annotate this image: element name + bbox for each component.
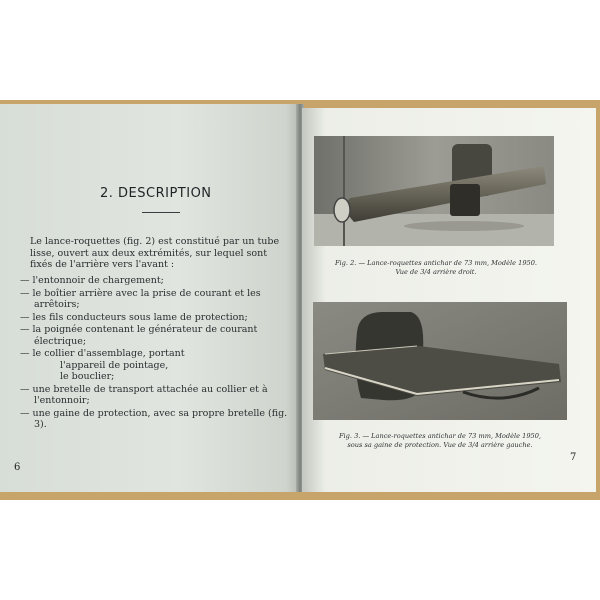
page-number-right: 7 — [570, 452, 577, 463]
rocket-launcher-illustration — [314, 136, 554, 246]
launcher-in-cover-illustration — [313, 302, 567, 420]
list-item: — une gaine de protection, avec sa propre bretelle (fig. 3). — [20, 407, 288, 430]
page-number-left: 6 — [14, 462, 21, 473]
intro-paragraph: Le lance-roquettes (fig. 2) est constitué par un tube lisse, ouvert aux deux extrémités, sur lequel sont fixés de l'arrière vers l'avant : — [30, 236, 280, 270]
list-item — [20, 348, 290, 383]
heading-underline — [142, 212, 180, 213]
figure-3-caption-line2: sous sa gaine de protection. Vue de 3/4 arrière gauche. — [347, 441, 533, 449]
list-subitem: le bouclier; — [60, 371, 115, 382]
list-item: — une bretelle de transport attachée au collier et à l'entonnoir; — [20, 383, 268, 406]
section-heading: 2. DESCRIPTION — [100, 186, 212, 201]
component-list — [20, 275, 290, 432]
list-item: — les fils conducteurs sous lame de protection; — [20, 311, 248, 323]
figure-3-caption-line1: Fig. 3. — Lance-roquettes antichar de 73 mm, Modèle 1950, — [338, 432, 541, 440]
list-subitem: l'appareil de pointage, — [60, 359, 169, 371]
figure-2-photo — [314, 136, 554, 246]
figure-2-caption-line2: Vue de 3/4 arrière droit. — [395, 268, 477, 276]
list-item-text: — le collier d'assemblage, portant — [20, 348, 185, 359]
figure-2-caption-line1: Fig. 2. — Lance-roquettes antichar de 73 mm, Modèle 1950. — [334, 259, 537, 267]
list-item: — le boîtier arrière avec la prise de courant et les arrêtoirs; — [20, 287, 261, 310]
figure-3-photo — [313, 302, 567, 420]
list-item: — la poignée contenant le générateur de courant électrique; — [20, 324, 258, 347]
figure-3-caption — [322, 432, 558, 450]
figure-2-caption — [318, 259, 554, 277]
list-item: — l'entonnoir de chargement; — [20, 275, 164, 286]
